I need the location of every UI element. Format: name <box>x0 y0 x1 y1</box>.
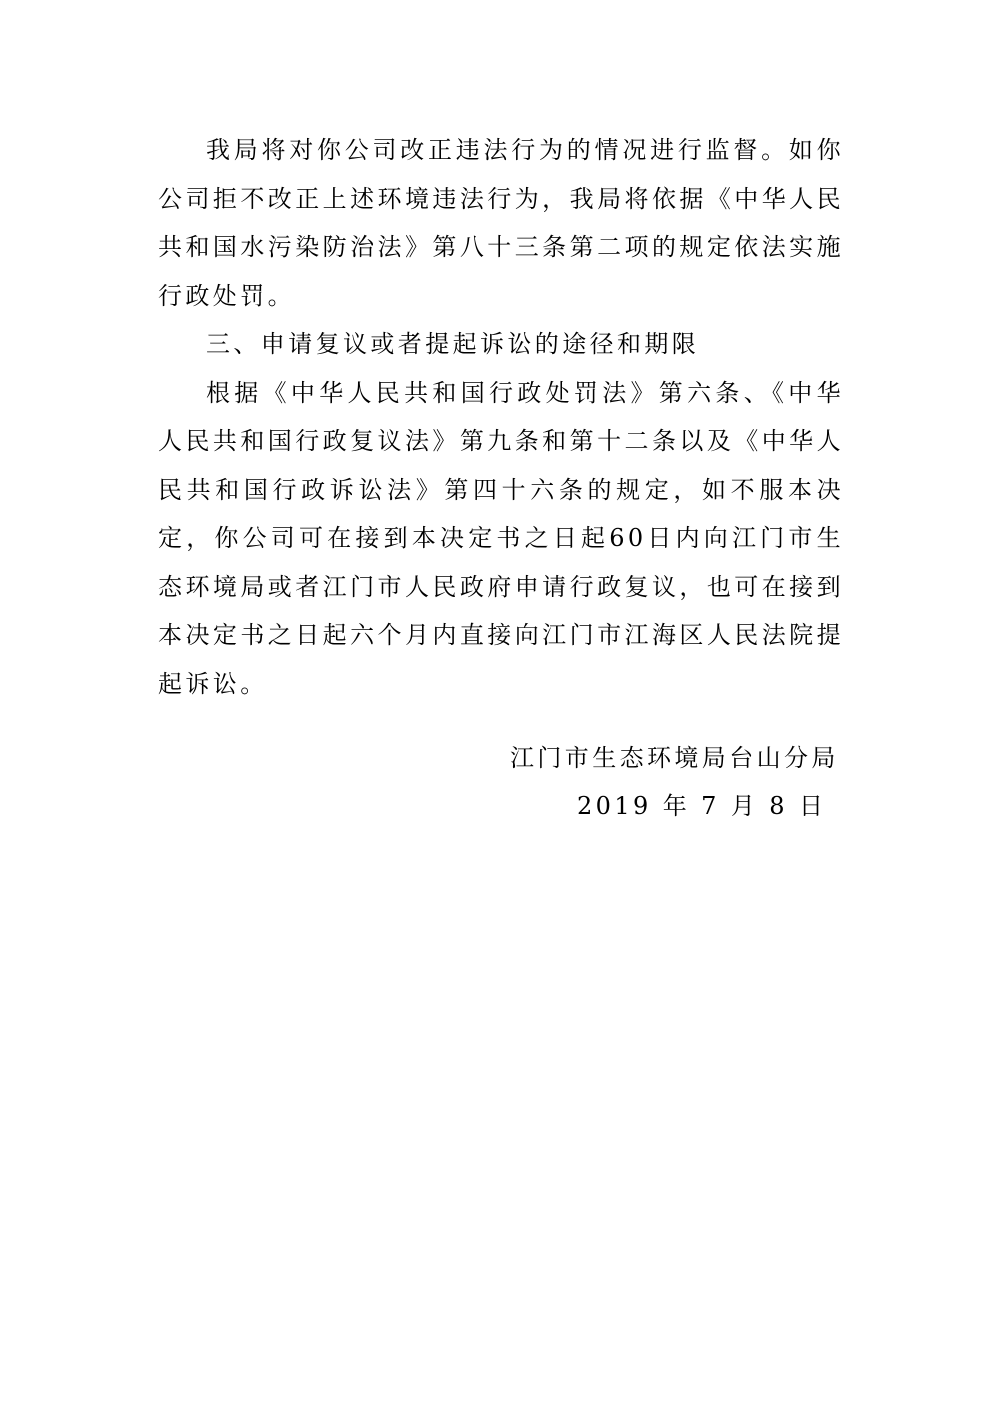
issuing-organization: 江门市生态环境局台山分局 <box>510 744 839 772</box>
paragraph-supervision: 我局将对你公司改正违法行为的情况进行监督。如你公司拒不改正上述环境违法行为，我局将依据《中华人民共和国水污染防治法》第八十三条第二项的规定依法实施行政处罚。 <box>158 136 844 310</box>
issue-date: 2019 年 7 月 8 日 <box>577 792 827 820</box>
signature-block <box>0 734 992 844</box>
paragraph-appeal-channels: 根据《中华人民共和国行政处罚法》第六条、《中华人民共和国行政复议法》第九条和第十二条以及《中华人民共和国行政诉讼法》第四十六条的规定，如不服本决定，你公司可在接到本决定书之日起60日内向江门市生态环境局或者江门市人民政府申请行政复议，也可在接到本决定书之日起六个月内直接向江门市江海区人民法院提起诉讼。 <box>158 378 844 698</box>
document-body <box>158 126 844 708</box>
section-heading-appeal: 三、申请复议或者提起诉讼的途径和期限 <box>206 330 700 358</box>
